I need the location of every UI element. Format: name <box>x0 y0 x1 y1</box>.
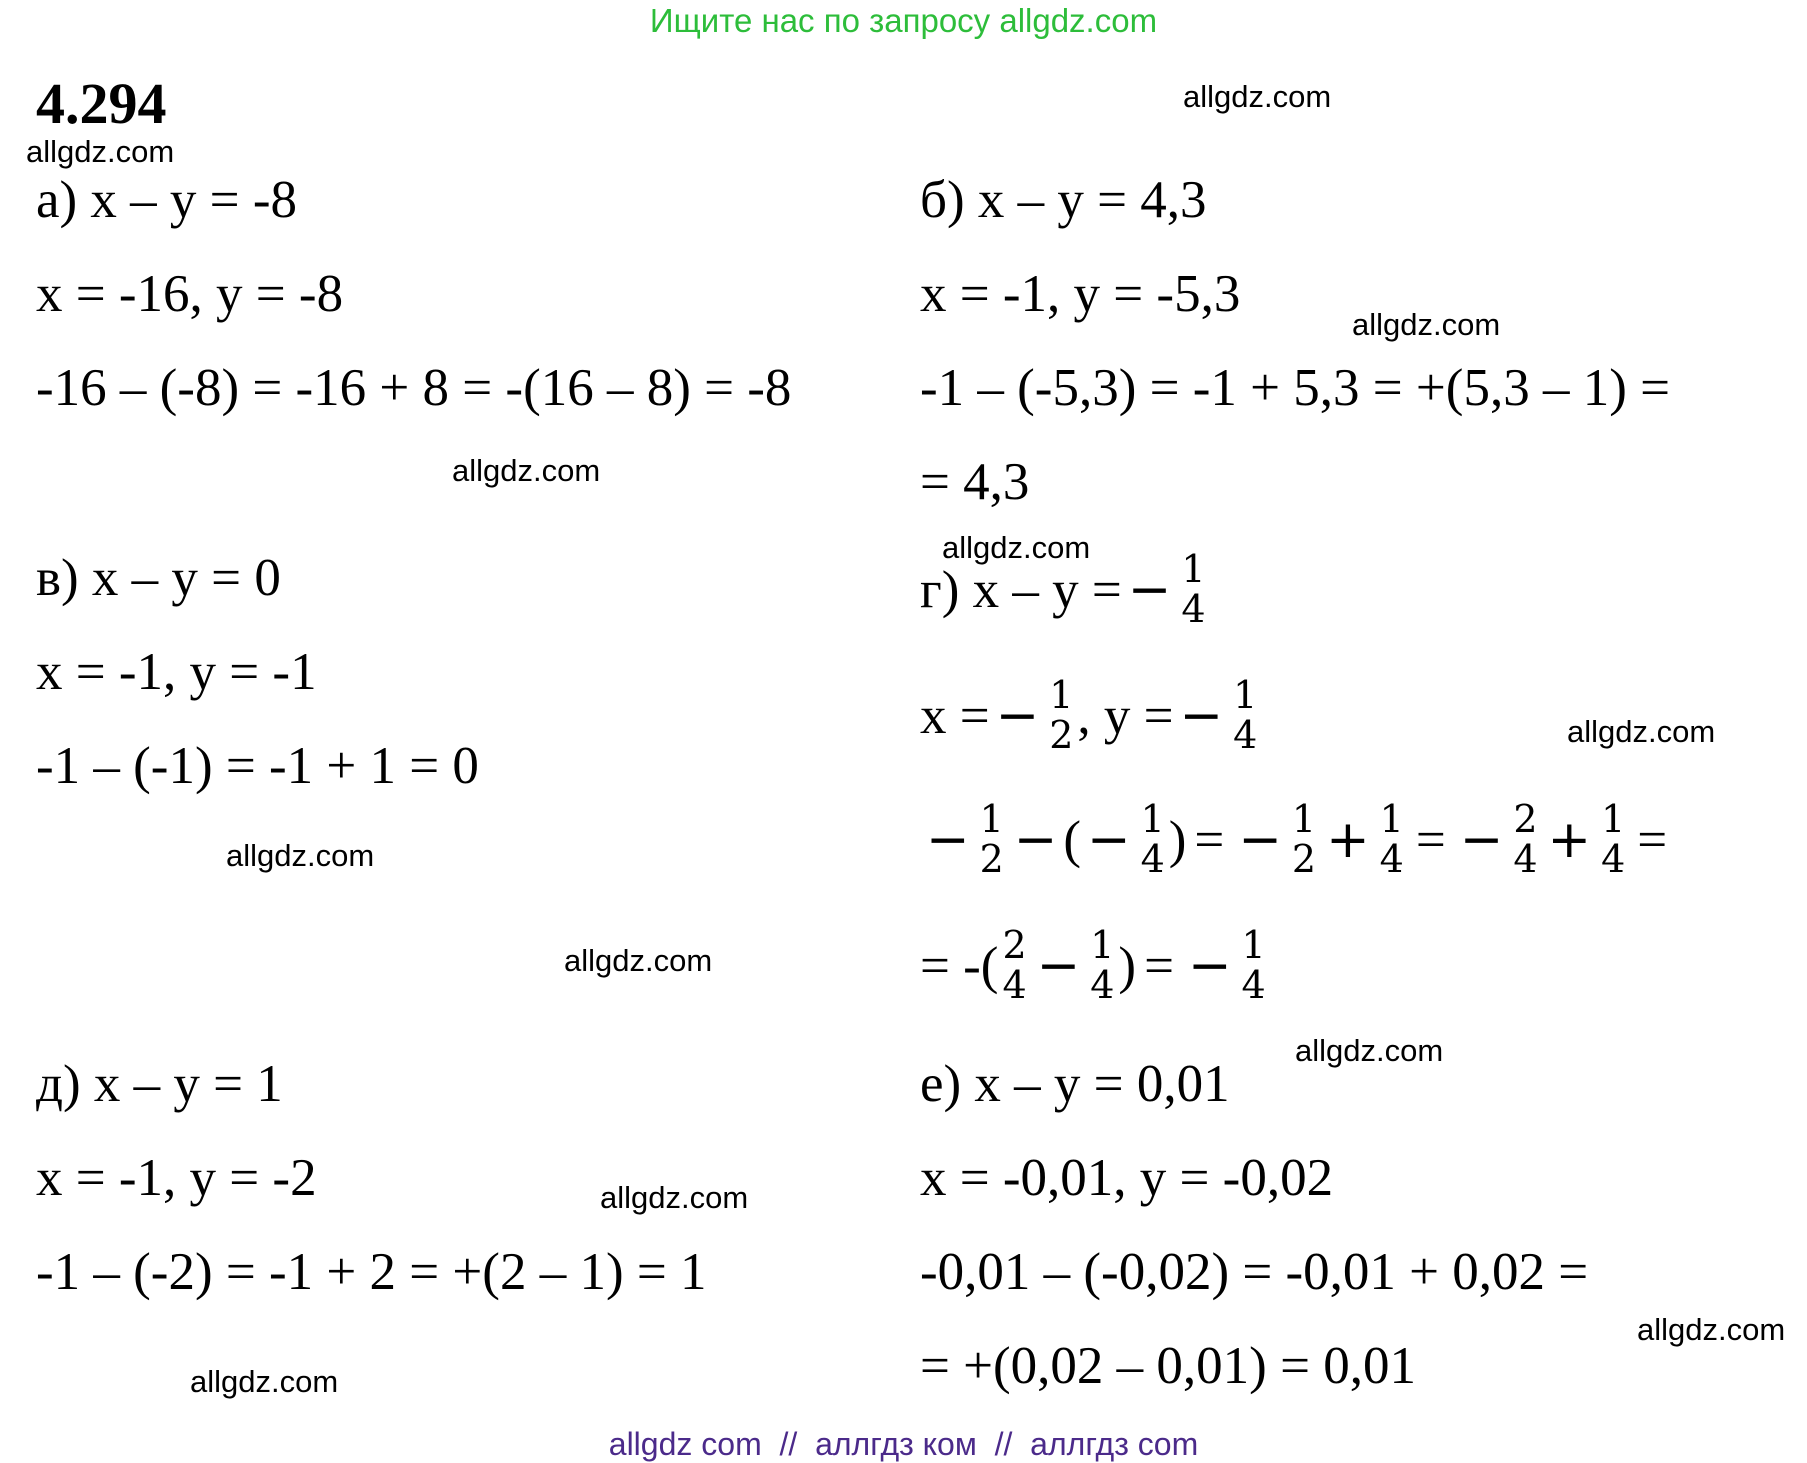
minus-sign: − <box>1127 559 1172 620</box>
plus-sign: + <box>1547 809 1592 870</box>
part-b-result: = 4,3 <box>920 453 1030 511</box>
fraction-one-half: 1 2 <box>979 797 1004 881</box>
equals-sign: = <box>1415 810 1446 869</box>
close-paren: ) <box>1118 936 1137 995</box>
fraction-one-quarter: 1 4 <box>1140 797 1165 881</box>
part-e-result: = +(0,02 – 0,01) = 0,01 <box>920 1337 1416 1395</box>
part-v-computation: -1 – (-1) = -1 + 1 = 0 <box>36 737 479 795</box>
equals-sign: = <box>1144 936 1174 995</box>
minus-sign: − <box>1036 935 1081 996</box>
watermark: allgdz.com <box>190 1364 339 1399</box>
part-g-y-eq: , y = <box>1077 686 1174 745</box>
part-a-values: x = -16, y = -8 <box>36 265 344 323</box>
fraction-one-quarter: 1 4 <box>1233 673 1258 757</box>
part-e-condition: е) x – y = 0,01 <box>920 1055 1230 1113</box>
fraction-two-quarters: 2 4 <box>1002 923 1027 1007</box>
fraction-one-half: 1 2 <box>1049 673 1074 757</box>
watermark: allgdz.com <box>1352 307 1501 342</box>
part-g-label: г) x – y = <box>920 560 1122 619</box>
part-d-values: x = -1, y = -2 <box>36 1149 317 1207</box>
part-b-condition: б) x – y = 4,3 <box>920 171 1207 229</box>
part-g-values <box>920 673 1261 757</box>
watermark: allgdz.com <box>564 943 713 978</box>
minus-sign: − <box>1179 685 1224 746</box>
minus-sign: − <box>1087 809 1131 870</box>
neg-open-paren: = -( <box>920 936 999 995</box>
watermark: allgdz.com <box>600 1180 749 1215</box>
problem-number: 4.294 <box>36 71 167 136</box>
minus-sign: − <box>1238 809 1282 870</box>
fraction-two-quarters: 2 4 <box>1513 797 1538 881</box>
fraction-one-quarter: 1 4 <box>1379 797 1404 881</box>
part-a-condition: а) x – y = -8 <box>36 171 297 229</box>
equals-sign: = <box>1637 810 1668 869</box>
minus-sign: − <box>1459 809 1504 870</box>
part-a-computation: -16 – (-8) = -16 + 8 = -(16 – 8) = -8 <box>36 359 792 417</box>
part-g-x-eq: x = <box>920 686 990 745</box>
watermark: allgdz.com <box>452 453 601 488</box>
minus-sign: − <box>995 685 1040 746</box>
fraction-one-half: 1 2 <box>1291 797 1317 881</box>
fraction-one-quarter: 1 4 <box>1241 923 1266 1007</box>
part-e-values: x = -0,01, y = -0,02 <box>920 1149 1334 1207</box>
part-g-result <box>920 923 1270 1007</box>
fraction-one-quarter: 1 4 <box>1601 797 1626 881</box>
watermark: allgdz.com <box>226 838 375 873</box>
watermark: allgdz.com <box>1637 1312 1786 1347</box>
part-e-computation: -0,01 – (-0,02) = -0,01 + 0,02 = <box>920 1243 1589 1301</box>
part-d-condition: д) x – y = 1 <box>36 1055 283 1113</box>
part-g-computation <box>920 797 1675 881</box>
watermark: allgdz.com <box>1295 1033 1444 1068</box>
minus-sign: − <box>1013 809 1058 870</box>
watermark: allgdz.com <box>942 530 1091 565</box>
minus-sign: − <box>1187 935 1232 996</box>
footer-links: allgdz com // аллгдз ком // аллгдз com <box>608 1426 1199 1462</box>
part-v-values: x = -1, y = -1 <box>36 643 317 701</box>
equals-sign: = <box>1194 810 1225 869</box>
part-b-values: x = -1, y = -5,3 <box>920 265 1241 323</box>
fraction-one-quarter: 1 4 <box>1090 923 1115 1007</box>
watermark: allgdz.com <box>26 134 175 169</box>
part-v-condition: в) x – y = 0 <box>36 549 281 607</box>
watermark: allgdz.com <box>1183 79 1332 114</box>
part-b-computation: -1 – (-5,3) = -1 + 5,3 = +(5,3 – 1) = <box>920 359 1670 417</box>
open-paren: ( <box>1063 810 1081 869</box>
watermark: allgdz.com <box>1567 714 1716 749</box>
minus-sign: − <box>926 809 970 870</box>
part-d-computation: -1 – (-2) = -1 + 2 = +(2 – 1) = 1 <box>36 1243 707 1301</box>
site-banner: Ищите нас по запросу allgdz.com <box>649 2 1158 39</box>
close-paren: ) <box>1168 810 1187 869</box>
plus-sign: + <box>1326 809 1370 870</box>
fraction-one-quarter: 1 4 <box>1181 547 1206 631</box>
